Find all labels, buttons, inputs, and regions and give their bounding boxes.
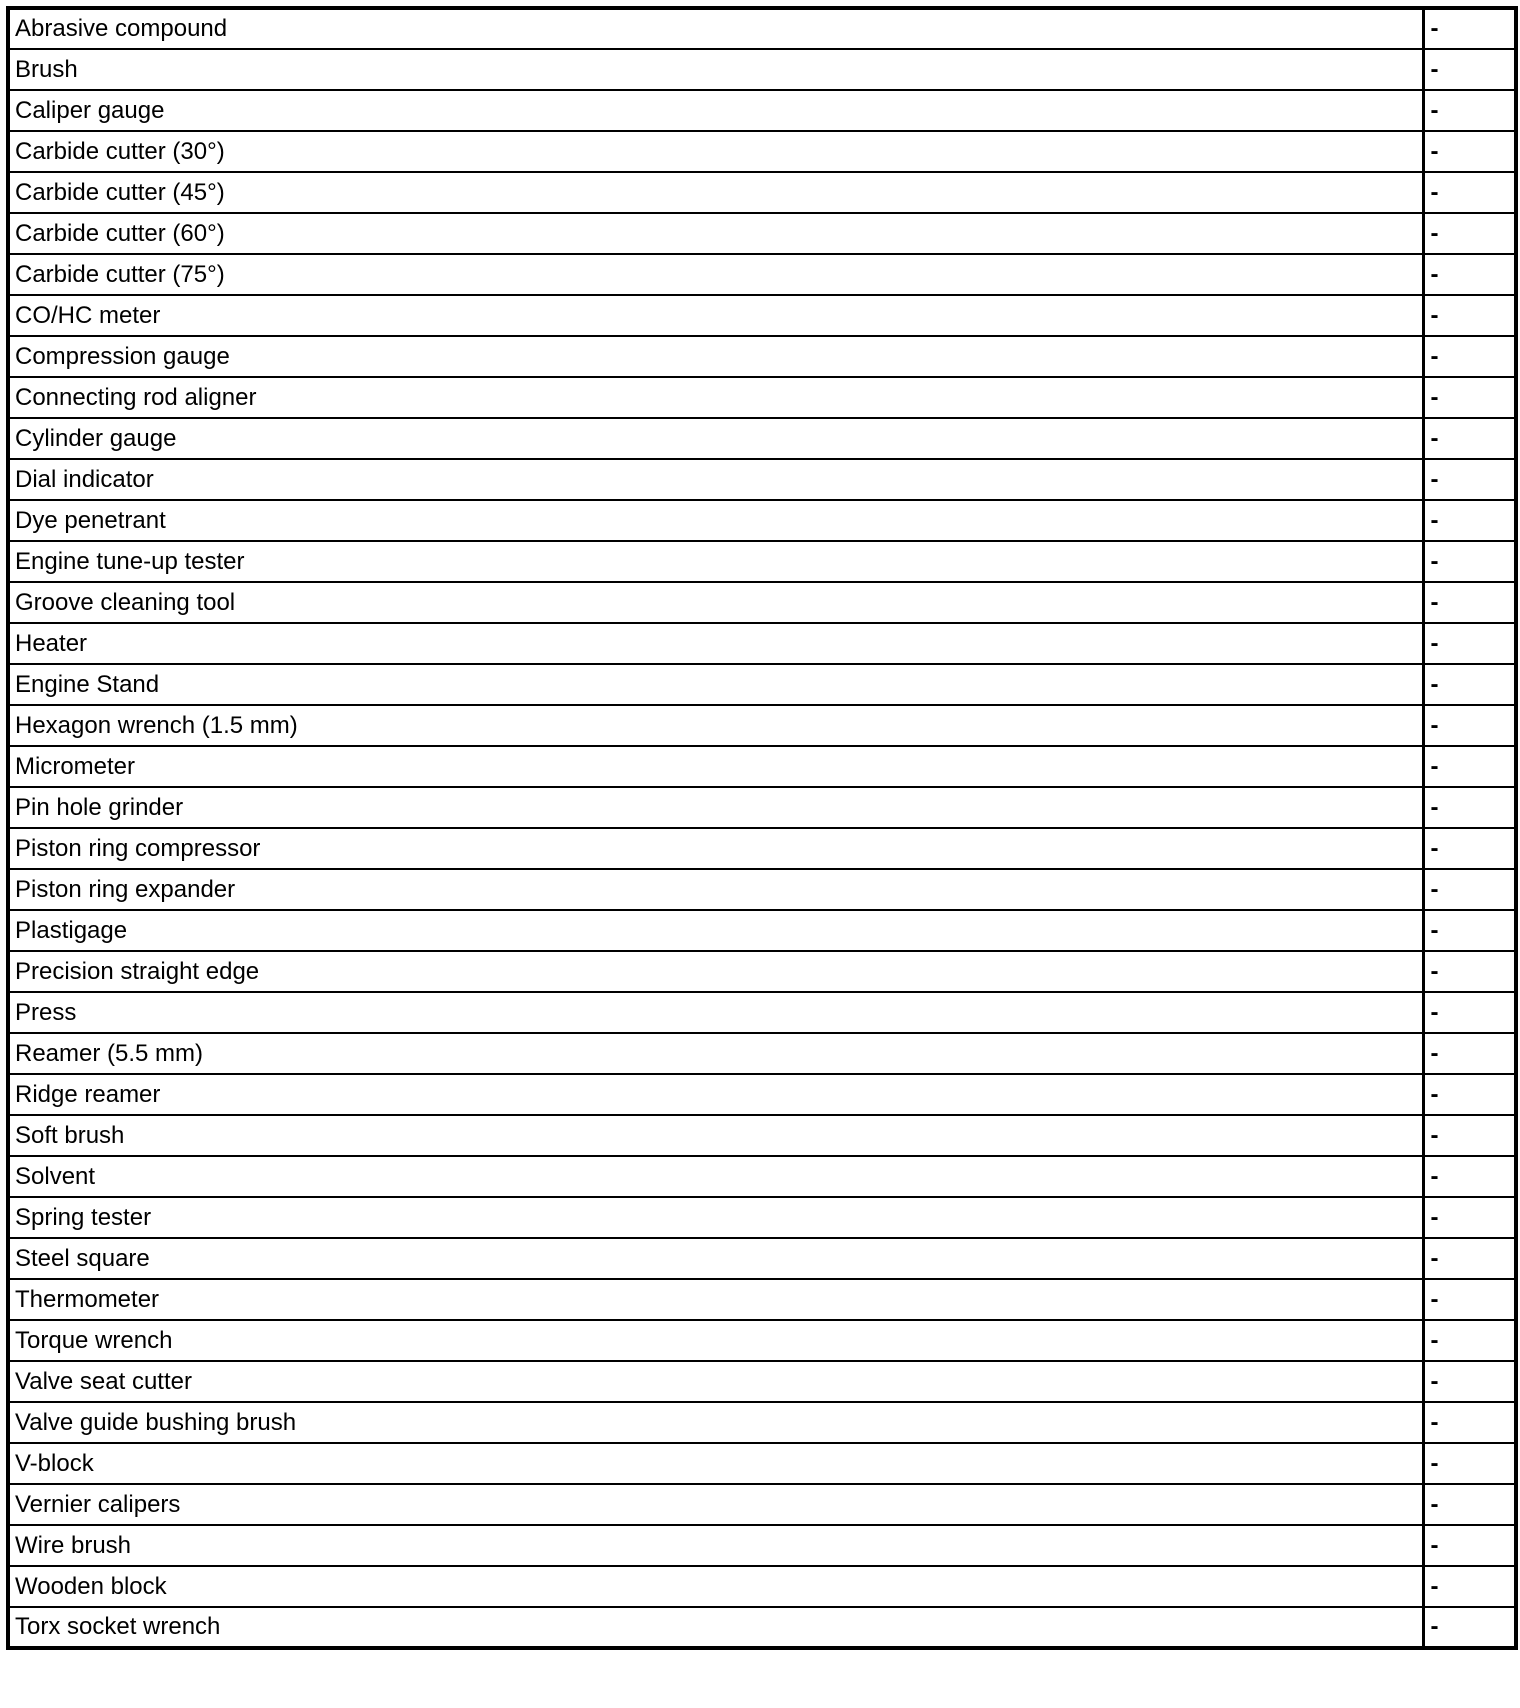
tool-name-cell: Compression gauge [8, 336, 1423, 377]
tool-name-cell: Ridge reamer [8, 1074, 1423, 1115]
tool-value-cell: - [1423, 951, 1516, 992]
tool-value-cell: - [1423, 582, 1516, 623]
tool-name-cell: Connecting rod aligner [8, 377, 1423, 418]
tool-name-cell: Thermometer [8, 1279, 1423, 1320]
tool-value-cell: - [1423, 787, 1516, 828]
tool-name-cell: Engine Stand [8, 664, 1423, 705]
table-row [8, 1074, 1516, 1115]
tool-name-cell: Engine tune-up tester [8, 541, 1423, 582]
table-row [8, 910, 1516, 951]
tool-value-cell: - [1423, 1525, 1516, 1566]
tool-name-cell: Piston ring expander [8, 869, 1423, 910]
tool-value-cell: - [1423, 254, 1516, 295]
tool-name-cell: Micrometer [8, 746, 1423, 787]
tool-name-cell: Wire brush [8, 1525, 1423, 1566]
table-row [8, 1484, 1516, 1525]
table-row [8, 1238, 1516, 1279]
table-row [8, 213, 1516, 254]
table-row [8, 1525, 1516, 1566]
tool-value-cell: - [1423, 49, 1516, 90]
table-row [8, 254, 1516, 295]
tool-value-cell: - [1423, 623, 1516, 664]
tool-name-cell: Carbide cutter (75°) [8, 254, 1423, 295]
table-row [8, 8, 1516, 49]
tool-name-cell: Vernier calipers [8, 1484, 1423, 1525]
tool-value-cell: - [1423, 418, 1516, 459]
tool-name-cell: Plastigage [8, 910, 1423, 951]
tool-value-cell: - [1423, 90, 1516, 131]
table-row [8, 1320, 1516, 1361]
tool-value-cell: - [1423, 869, 1516, 910]
tool-value-cell: - [1423, 992, 1516, 1033]
table-row [8, 1402, 1516, 1443]
table-row [8, 418, 1516, 459]
tool-value-cell: - [1423, 1484, 1516, 1525]
table-row [8, 1197, 1516, 1238]
tools-table-body [8, 8, 1516, 1648]
table-row [8, 541, 1516, 582]
tool-value-cell: - [1423, 1566, 1516, 1607]
table-row [8, 377, 1516, 418]
table-row [8, 869, 1516, 910]
tool-name-cell: Hexagon wrench (1.5 mm) [8, 705, 1423, 746]
tool-name-cell: Pin hole grinder [8, 787, 1423, 828]
tool-name-cell: Brush [8, 49, 1423, 90]
tool-value-cell: - [1423, 541, 1516, 582]
tool-value-cell: - [1423, 746, 1516, 787]
tools-table [6, 6, 1518, 1650]
tool-name-cell: Valve seat cutter [8, 1361, 1423, 1402]
tool-value-cell: - [1423, 1074, 1516, 1115]
tool-value-cell: - [1423, 1279, 1516, 1320]
tool-name-cell: Heater [8, 623, 1423, 664]
table-row [8, 1361, 1516, 1402]
table-row [8, 1156, 1516, 1197]
tool-name-cell: Spring tester [8, 1197, 1423, 1238]
tool-name-cell: Groove cleaning tool [8, 582, 1423, 623]
tool-name-cell: Cylinder gauge [8, 418, 1423, 459]
table-row [8, 1279, 1516, 1320]
tool-value-cell: - [1423, 1402, 1516, 1443]
table-row [8, 1566, 1516, 1607]
tool-value-cell: - [1423, 1320, 1516, 1361]
table-row [8, 787, 1516, 828]
tool-name-cell: Abrasive compound [8, 8, 1423, 49]
table-row [8, 172, 1516, 213]
tool-value-cell: - [1423, 459, 1516, 500]
tool-value-cell: - [1423, 1607, 1516, 1648]
table-row [8, 49, 1516, 90]
tool-value-cell: - [1423, 1033, 1516, 1074]
tool-name-cell: Precision straight edge [8, 951, 1423, 992]
table-row [8, 1607, 1516, 1648]
tool-name-cell: CO/HC meter [8, 295, 1423, 336]
tool-value-cell: - [1423, 705, 1516, 746]
table-row [8, 1443, 1516, 1484]
tool-value-cell: - [1423, 336, 1516, 377]
tool-name-cell: Soft brush [8, 1115, 1423, 1156]
tool-value-cell: - [1423, 664, 1516, 705]
tool-name-cell: Caliper gauge [8, 90, 1423, 131]
table-row [8, 500, 1516, 541]
tool-name-cell: Carbide cutter (30°) [8, 131, 1423, 172]
table-row [8, 336, 1516, 377]
tool-value-cell: - [1423, 1443, 1516, 1484]
tool-value-cell: - [1423, 828, 1516, 869]
table-row [8, 90, 1516, 131]
table-row [8, 828, 1516, 869]
tool-name-cell: Piston ring compressor [8, 828, 1423, 869]
table-row [8, 746, 1516, 787]
tool-value-cell: - [1423, 172, 1516, 213]
tool-name-cell: Carbide cutter (45°) [8, 172, 1423, 213]
tool-value-cell: - [1423, 377, 1516, 418]
tool-name-cell: Reamer (5.5 mm) [8, 1033, 1423, 1074]
table-row [8, 623, 1516, 664]
table-row [8, 131, 1516, 172]
table-row [8, 459, 1516, 500]
tool-value-cell: - [1423, 1156, 1516, 1197]
tool-name-cell: V-block [8, 1443, 1423, 1484]
tool-name-cell: Press [8, 992, 1423, 1033]
tool-value-cell: - [1423, 1238, 1516, 1279]
tool-value-cell: - [1423, 1361, 1516, 1402]
tool-name-cell: Steel square [8, 1238, 1423, 1279]
tool-name-cell: Dial indicator [8, 459, 1423, 500]
tool-value-cell: - [1423, 500, 1516, 541]
table-row [8, 295, 1516, 336]
tool-name-cell: Dye penetrant [8, 500, 1423, 541]
table-row [8, 705, 1516, 746]
tool-value-cell: - [1423, 1197, 1516, 1238]
tool-value-cell: - [1423, 1115, 1516, 1156]
tool-name-cell: Torx socket wrench [8, 1607, 1423, 1648]
tool-value-cell: - [1423, 295, 1516, 336]
tool-name-cell: Wooden block [8, 1566, 1423, 1607]
table-row [8, 1115, 1516, 1156]
table-row [8, 951, 1516, 992]
tool-value-cell: - [1423, 8, 1516, 49]
tool-value-cell: - [1423, 910, 1516, 951]
tool-value-cell: - [1423, 131, 1516, 172]
tool-name-cell: Valve guide bushing brush [8, 1402, 1423, 1443]
tool-value-cell: - [1423, 213, 1516, 254]
tool-name-cell: Torque wrench [8, 1320, 1423, 1361]
table-row [8, 582, 1516, 623]
tool-name-cell: Carbide cutter (60°) [8, 213, 1423, 254]
table-row [8, 664, 1516, 705]
table-row [8, 1033, 1516, 1074]
tool-name-cell: Solvent [8, 1156, 1423, 1197]
table-row [8, 992, 1516, 1033]
